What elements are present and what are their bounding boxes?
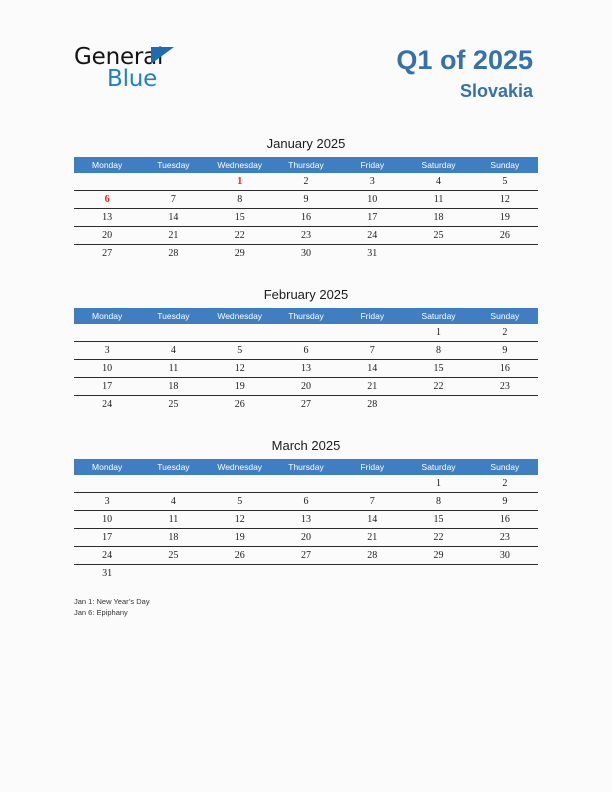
calendar-day[interactable]: 14	[339, 511, 405, 529]
calendar-day-empty	[74, 475, 140, 493]
calendar-day[interactable]: 6	[273, 342, 339, 360]
weekday-header-tuesday: Tuesday	[140, 308, 206, 324]
weekday-header-saturday: Saturday	[405, 308, 471, 324]
weekday-header-monday: Monday	[74, 308, 140, 324]
page-header	[0, 0, 612, 125]
calendar-day-empty	[339, 565, 405, 583]
calendar-week-row	[74, 209, 538, 227]
calendar-day-holiday[interactable]: 6	[74, 191, 140, 209]
calendar-day[interactable]: 9	[472, 342, 538, 360]
calendar-day[interactable]: 16	[273, 209, 339, 227]
calendar-table	[74, 308, 538, 413]
calendar-day[interactable]: 2	[472, 324, 538, 342]
month-block-february	[74, 287, 538, 413]
calendar-day[interactable]: 5	[472, 173, 538, 191]
calendar-day[interactable]: 29	[405, 547, 471, 565]
weekday-header-row	[74, 459, 538, 475]
calendar-day[interactable]: 18	[405, 209, 471, 227]
calendar-week-row	[74, 324, 538, 342]
calendar-week-row	[74, 529, 538, 547]
calendar-day[interactable]: 12	[472, 191, 538, 209]
calendar-week-row	[74, 511, 538, 529]
calendar-day[interactable]: 16	[472, 511, 538, 529]
calendar-day[interactable]: 28	[168, 248, 179, 259]
calendar-day[interactable]: 9	[273, 191, 339, 209]
calendar-day[interactable]: 10	[74, 360, 140, 378]
calendar-day[interactable]: 24	[74, 547, 140, 565]
calendar-day[interactable]: 7	[339, 342, 405, 360]
calendar-day[interactable]: 23	[273, 227, 339, 245]
calendar-day-empty	[273, 565, 339, 583]
calendar-day[interactable]: 15	[405, 360, 471, 378]
holiday-note: Jan 6: Epiphany	[74, 608, 128, 617]
calendar-day[interactable]: 18	[140, 378, 206, 396]
calendar-day[interactable]: 14	[339, 360, 405, 378]
calendar-day[interactable]: 23	[472, 378, 538, 396]
calendar-day-empty	[74, 173, 140, 191]
calendar-day[interactable]: 6	[273, 493, 339, 511]
calendar-day-empty	[273, 324, 339, 342]
calendar-day[interactable]: 12	[207, 360, 273, 378]
calendar-week-row	[74, 173, 538, 191]
calendar-day[interactable]: 20	[273, 378, 339, 396]
calendar-day[interactable]: 5	[207, 342, 273, 360]
calendar-day[interactable]: 12	[207, 511, 273, 529]
calendar-day[interactable]: 11	[140, 511, 206, 529]
calendar-day[interactable]: 27	[273, 547, 339, 565]
holiday-notes	[74, 596, 474, 618]
weekday-header-saturday: Saturday	[405, 459, 471, 475]
calendar-day[interactable]: 30	[472, 547, 538, 565]
calendar-day-empty	[339, 475, 405, 493]
calendar-day-empty	[405, 245, 471, 263]
calendar-day[interactable]: 9	[472, 493, 538, 511]
calendar-day-empty	[207, 565, 273, 583]
calendar-day[interactable]: 4	[140, 493, 206, 511]
calendar-day[interactable]: 28	[339, 547, 405, 565]
calendar-day[interactable]: 26	[472, 227, 538, 245]
calendar-day[interactable]: 14	[140, 209, 206, 227]
calendar-day[interactable]: 17	[74, 529, 140, 547]
calendar-day-empty	[140, 565, 206, 583]
calendar-day[interactable]: 8	[405, 342, 471, 360]
calendar-day[interactable]: 30	[300, 248, 311, 259]
general-blue-logo[interactable]	[74, 44, 254, 94]
calendar-body	[74, 173, 538, 262]
calendar-week-row	[74, 378, 538, 396]
weekday-header-sunday: Sunday	[472, 459, 538, 475]
calendar-day[interactable]: 4	[405, 173, 471, 191]
calendar-day[interactable]: 21	[339, 529, 405, 547]
weekday-header-thursday: Thursday	[273, 459, 339, 475]
calendar-day[interactable]: 25	[140, 547, 206, 565]
calendar-body	[74, 475, 538, 582]
calendar-day-empty	[472, 565, 538, 583]
calendar-day[interactable]: 15	[207, 209, 273, 227]
calendar-week-row	[74, 360, 538, 378]
calendar-day-empty	[207, 475, 273, 493]
calendar-day[interactable]: 18	[140, 529, 206, 547]
weekday-header-friday: Friday	[339, 157, 405, 173]
calendar-week-row	[74, 475, 538, 493]
month-title: January 2025	[266, 136, 346, 151]
calendar-day[interactable]: 26	[207, 547, 273, 565]
calendar-day[interactable]: 25	[405, 227, 471, 245]
logo-triangle-icon	[151, 47, 174, 64]
calendar-day[interactable]: 31	[102, 568, 113, 579]
page-title: Q1 of 2025	[396, 45, 533, 75]
calendar-day-empty	[472, 396, 538, 414]
calendar-day[interactable]: 22	[207, 227, 273, 245]
calendar-day-empty	[405, 396, 471, 414]
weekday-header-wednesday: Wednesday	[207, 459, 273, 475]
calendar-week-row	[74, 245, 538, 263]
weekday-header-row	[74, 157, 538, 173]
calendar-day[interactable]: 3	[74, 493, 140, 511]
weekday-header-sunday: Sunday	[472, 157, 538, 173]
calendar-day[interactable]: 20	[273, 529, 339, 547]
calendar-day[interactable]: 2	[273, 173, 339, 191]
calendar-day-empty	[339, 324, 405, 342]
calendar-day[interactable]: 20	[74, 227, 140, 245]
calendar-week-row	[74, 342, 538, 360]
month-title: March 2025	[271, 438, 341, 453]
calendar-day[interactable]: 21	[140, 227, 206, 245]
calendar-day[interactable]: 21	[339, 378, 405, 396]
calendar-week-row	[74, 227, 538, 245]
calendar-week-row	[74, 396, 538, 414]
weekday-header-friday: Friday	[339, 308, 405, 324]
calendar-day[interactable]: 5	[207, 493, 273, 511]
calendar-day-empty	[140, 173, 206, 191]
calendar-day[interactable]: 10	[74, 511, 140, 529]
weekday-header-row	[74, 308, 538, 324]
calendar-day[interactable]: 19	[472, 209, 538, 227]
calendar-day[interactable]: 27	[300, 399, 311, 410]
weekday-header-monday: Monday	[74, 459, 140, 475]
calendar-day[interactable]: 8	[405, 493, 471, 511]
calendar-day[interactable]: 17	[74, 378, 140, 396]
calendar-day-holiday[interactable]: 1	[207, 173, 273, 191]
calendar-day-empty	[472, 245, 538, 263]
calendar-day[interactable]: 2	[472, 475, 538, 493]
calendar-day-empty	[405, 565, 471, 583]
calendar-week-row	[74, 547, 538, 565]
calendar-day[interactable]: 13	[74, 209, 140, 227]
calendar-day[interactable]: 1	[405, 324, 471, 342]
calendar-day[interactable]: 22	[405, 529, 471, 547]
region-subtitle: Slovakia	[459, 81, 533, 101]
calendar-week-row	[74, 565, 538, 583]
calendar-day[interactable]: 23	[472, 529, 538, 547]
month-title: February 2025	[263, 287, 349, 302]
calendar-day[interactable]: 3	[339, 173, 405, 191]
calendar-day[interactable]: 16	[472, 360, 538, 378]
weekday-header-monday: Monday	[74, 157, 140, 173]
calendar-week-row	[74, 191, 538, 209]
calendar-day[interactable]: 25	[168, 399, 179, 410]
weekday-header-saturday: Saturday	[405, 157, 471, 173]
calendar-day[interactable]: 13	[273, 511, 339, 529]
calendar-day[interactable]: 17	[339, 209, 405, 227]
calendar-day[interactable]: 15	[405, 511, 471, 529]
calendar-day[interactable]: 3	[74, 342, 140, 360]
calendar-table	[74, 459, 538, 582]
month-block-march	[74, 438, 538, 582]
weekday-header-tuesday: Tuesday	[140, 459, 206, 475]
calendar-day[interactable]: 27	[102, 248, 113, 259]
calendar-day[interactable]: 10	[339, 191, 405, 209]
calendar-day[interactable]: 29	[234, 248, 245, 259]
calendar-day-empty	[140, 475, 206, 493]
month-block-january	[74, 136, 538, 262]
calendar-day-empty	[207, 324, 273, 342]
logo-text-general: General	[74, 44, 164, 70]
calendar-day[interactable]: 26	[234, 399, 245, 410]
calendar-day[interactable]: 1	[405, 475, 471, 493]
calendar-day[interactable]: 28	[367, 399, 378, 410]
calendar-day[interactable]: 24	[339, 227, 405, 245]
weekday-header-thursday: Thursday	[273, 157, 339, 173]
calendar-day[interactable]: 7	[140, 191, 206, 209]
weekday-header-tuesday: Tuesday	[140, 157, 206, 173]
calendar-week-row	[74, 493, 538, 511]
calendar-day[interactable]: 13	[273, 360, 339, 378]
weekday-header-friday: Friday	[339, 459, 405, 475]
weekday-header-thursday: Thursday	[273, 308, 339, 324]
holiday-note: Jan 1: New Year’s Day	[74, 597, 150, 606]
calendar-day[interactable]: 11	[140, 360, 206, 378]
weekday-header-wednesday: Wednesday	[207, 308, 273, 324]
weekday-header-sunday: Sunday	[472, 308, 538, 324]
calendar-table	[74, 157, 538, 262]
calendar-day[interactable]: 19	[207, 378, 273, 396]
title-block	[396, 44, 533, 102]
calendar-day[interactable]: 4	[140, 342, 206, 360]
calendar-day[interactable]: 8	[207, 191, 273, 209]
calendar-day[interactable]: 22	[405, 378, 471, 396]
calendar-day[interactable]: 11	[405, 191, 471, 209]
calendar-day[interactable]: 31	[367, 248, 378, 259]
calendar-day-empty	[140, 324, 206, 342]
calendar-day-empty	[74, 324, 140, 342]
logo-text-blue: Blue	[107, 66, 158, 92]
calendar-day[interactable]: 7	[339, 493, 405, 511]
calendar-day[interactable]: 19	[207, 529, 273, 547]
calendar-body	[74, 324, 538, 413]
weekday-header-wednesday: Wednesday	[207, 157, 273, 173]
calendar-day[interactable]: 24	[102, 399, 113, 410]
calendar-day-empty	[273, 475, 339, 493]
